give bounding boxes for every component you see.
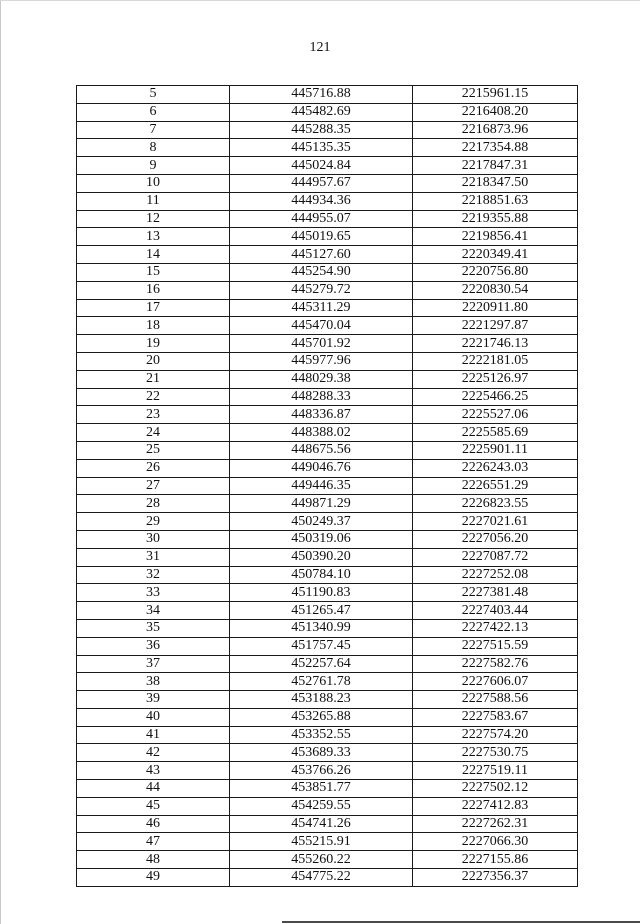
point-number-cell: 27 — [77, 477, 230, 495]
x-coordinate-cell: 452257.64 — [230, 655, 413, 673]
x-coordinate-cell: 453265.88 — [230, 708, 413, 726]
table-row — [77, 459, 578, 477]
x-coordinate-cell: 453188.23 — [230, 691, 413, 709]
table-row — [77, 86, 578, 104]
point-number-cell: 14 — [77, 246, 230, 264]
x-coordinate-cell: 449446.35 — [230, 477, 413, 495]
table-row — [77, 246, 578, 264]
bottom-rule — [282, 921, 640, 923]
y-coordinate-cell: 2227422.13 — [413, 619, 578, 637]
table-row — [77, 726, 578, 744]
table-row — [77, 708, 578, 726]
x-coordinate-cell: 454775.22 — [230, 869, 413, 887]
y-coordinate-cell: 2222181.05 — [413, 352, 578, 370]
page-edge-left — [0, 0, 1, 924]
y-coordinate-cell: 2227262.31 — [413, 815, 578, 833]
x-coordinate-cell: 452761.78 — [230, 673, 413, 691]
y-coordinate-cell: 2227403.44 — [413, 602, 578, 620]
point-number-cell: 41 — [77, 726, 230, 744]
point-number-cell: 37 — [77, 655, 230, 673]
point-number-cell: 34 — [77, 602, 230, 620]
point-number-cell: 33 — [77, 584, 230, 602]
y-coordinate-cell: 2225585.69 — [413, 424, 578, 442]
y-coordinate-cell: 2226551.29 — [413, 477, 578, 495]
table-row — [77, 477, 578, 495]
y-coordinate-cell: 2218851.63 — [413, 192, 578, 210]
table-row — [77, 815, 578, 833]
table-row — [77, 762, 578, 780]
x-coordinate-cell: 448388.02 — [230, 424, 413, 442]
table-row — [77, 210, 578, 228]
point-number-cell: 26 — [77, 459, 230, 477]
table-row — [77, 121, 578, 139]
table-row — [77, 513, 578, 531]
y-coordinate-cell: 2227056.20 — [413, 530, 578, 548]
table-row — [77, 797, 578, 815]
x-coordinate-cell: 454259.55 — [230, 797, 413, 815]
point-number-cell: 35 — [77, 619, 230, 637]
x-coordinate-cell: 445716.88 — [230, 86, 413, 104]
x-coordinate-cell: 445024.84 — [230, 157, 413, 175]
x-coordinate-cell: 451190.83 — [230, 584, 413, 602]
coordinates-table — [76, 85, 578, 887]
y-coordinate-cell: 2226243.03 — [413, 459, 578, 477]
y-coordinate-cell: 2225901.11 — [413, 441, 578, 459]
y-coordinate-cell: 2220756.80 — [413, 263, 578, 281]
point-number-cell: 6 — [77, 103, 230, 121]
y-coordinate-cell: 2226823.55 — [413, 495, 578, 513]
x-coordinate-cell: 444957.67 — [230, 174, 413, 192]
y-coordinate-cell: 2216873.96 — [413, 121, 578, 139]
x-coordinate-cell: 445977.96 — [230, 352, 413, 370]
point-number-cell: 43 — [77, 762, 230, 780]
point-number-cell: 7 — [77, 121, 230, 139]
point-number-cell: 28 — [77, 495, 230, 513]
table-row — [77, 281, 578, 299]
table-row — [77, 388, 578, 406]
x-coordinate-cell: 445701.92 — [230, 335, 413, 353]
x-coordinate-cell: 450390.20 — [230, 548, 413, 566]
point-number-cell: 39 — [77, 691, 230, 709]
table-row — [77, 655, 578, 673]
coordinates-table-body — [77, 86, 578, 887]
table-row — [77, 851, 578, 869]
point-number-cell: 42 — [77, 744, 230, 762]
y-coordinate-cell: 2217354.88 — [413, 139, 578, 157]
table-row — [77, 566, 578, 584]
y-coordinate-cell: 2227588.56 — [413, 691, 578, 709]
point-number-cell: 22 — [77, 388, 230, 406]
point-number-cell: 13 — [77, 228, 230, 246]
y-coordinate-cell: 2227087.72 — [413, 548, 578, 566]
x-coordinate-cell: 450249.37 — [230, 513, 413, 531]
x-coordinate-cell: 445127.60 — [230, 246, 413, 264]
table-row — [77, 637, 578, 655]
page-number: 121 — [309, 40, 331, 55]
x-coordinate-cell: 449871.29 — [230, 495, 413, 513]
table-row — [77, 406, 578, 424]
x-coordinate-cell: 445254.90 — [230, 263, 413, 281]
point-number-cell: 44 — [77, 780, 230, 798]
x-coordinate-cell: 445470.04 — [230, 317, 413, 335]
y-coordinate-cell: 2227252.08 — [413, 566, 578, 584]
y-coordinate-cell: 2221746.13 — [413, 335, 578, 353]
table-row — [77, 673, 578, 691]
y-coordinate-cell: 2227066.30 — [413, 833, 578, 851]
point-number-cell: 30 — [77, 530, 230, 548]
x-coordinate-cell: 448288.33 — [230, 388, 413, 406]
y-coordinate-cell: 2227574.20 — [413, 726, 578, 744]
y-coordinate-cell: 2227606.07 — [413, 673, 578, 691]
table-row — [77, 352, 578, 370]
y-coordinate-cell: 2227356.37 — [413, 869, 578, 887]
y-coordinate-cell: 2225527.06 — [413, 406, 578, 424]
point-number-cell: 46 — [77, 815, 230, 833]
x-coordinate-cell: 448336.87 — [230, 406, 413, 424]
table-row — [77, 619, 578, 637]
point-number-cell: 25 — [77, 441, 230, 459]
y-coordinate-cell: 2225126.97 — [413, 370, 578, 388]
y-coordinate-cell: 2220349.41 — [413, 246, 578, 264]
point-number-cell: 29 — [77, 513, 230, 531]
x-coordinate-cell: 453352.55 — [230, 726, 413, 744]
y-coordinate-cell: 2227583.67 — [413, 708, 578, 726]
point-number-cell: 20 — [77, 352, 230, 370]
y-coordinate-cell: 2220911.80 — [413, 299, 578, 317]
point-number-cell: 24 — [77, 424, 230, 442]
table-row — [77, 299, 578, 317]
x-coordinate-cell: 453766.26 — [230, 762, 413, 780]
x-coordinate-cell: 445288.35 — [230, 121, 413, 139]
point-number-cell: 32 — [77, 566, 230, 584]
table-row — [77, 495, 578, 513]
x-coordinate-cell: 449046.76 — [230, 459, 413, 477]
y-coordinate-cell: 2227530.75 — [413, 744, 578, 762]
y-coordinate-cell: 2227412.83 — [413, 797, 578, 815]
y-coordinate-cell: 2227515.59 — [413, 637, 578, 655]
x-coordinate-cell: 451340.99 — [230, 619, 413, 637]
table-row — [77, 335, 578, 353]
page-edge-top — [0, 0, 640, 1]
x-coordinate-cell: 455215.91 — [230, 833, 413, 851]
x-coordinate-cell: 445311.29 — [230, 299, 413, 317]
x-coordinate-cell: 450319.06 — [230, 530, 413, 548]
table-row — [77, 530, 578, 548]
x-coordinate-cell: 448029.38 — [230, 370, 413, 388]
point-number-cell: 16 — [77, 281, 230, 299]
point-number-cell: 40 — [77, 708, 230, 726]
y-coordinate-cell: 2219355.88 — [413, 210, 578, 228]
y-coordinate-cell: 2227021.61 — [413, 513, 578, 531]
point-number-cell: 31 — [77, 548, 230, 566]
y-coordinate-cell: 2227155.86 — [413, 851, 578, 869]
y-coordinate-cell: 2225466.25 — [413, 388, 578, 406]
table-row — [77, 602, 578, 620]
point-number-cell: 48 — [77, 851, 230, 869]
table-row — [77, 584, 578, 602]
y-coordinate-cell: 2227582.76 — [413, 655, 578, 673]
x-coordinate-cell: 445482.69 — [230, 103, 413, 121]
point-number-cell: 49 — [77, 869, 230, 887]
x-coordinate-cell: 451757.45 — [230, 637, 413, 655]
x-coordinate-cell: 454741.26 — [230, 815, 413, 833]
point-number-cell: 45 — [77, 797, 230, 815]
table-row — [77, 174, 578, 192]
x-coordinate-cell: 453851.77 — [230, 780, 413, 798]
table-row — [77, 744, 578, 762]
x-coordinate-cell: 451265.47 — [230, 602, 413, 620]
y-coordinate-cell: 2221297.87 — [413, 317, 578, 335]
point-number-cell: 5 — [77, 86, 230, 104]
y-coordinate-cell: 2219856.41 — [413, 228, 578, 246]
x-coordinate-cell: 448675.56 — [230, 441, 413, 459]
x-coordinate-cell: 445019.65 — [230, 228, 413, 246]
table-row — [77, 424, 578, 442]
y-coordinate-cell: 2217847.31 — [413, 157, 578, 175]
table-row — [77, 103, 578, 121]
table-row — [77, 869, 578, 887]
point-number-cell: 17 — [77, 299, 230, 317]
table-row — [77, 548, 578, 566]
table-row — [77, 192, 578, 210]
y-coordinate-cell: 2218347.50 — [413, 174, 578, 192]
point-number-cell: 8 — [77, 139, 230, 157]
x-coordinate-cell: 445279.72 — [230, 281, 413, 299]
y-coordinate-cell: 2227502.12 — [413, 780, 578, 798]
table-row — [77, 370, 578, 388]
x-coordinate-cell: 444934.36 — [230, 192, 413, 210]
point-number-cell: 47 — [77, 833, 230, 851]
y-coordinate-cell: 2227519.11 — [413, 762, 578, 780]
x-coordinate-cell: 455260.22 — [230, 851, 413, 869]
point-number-cell: 9 — [77, 157, 230, 175]
y-coordinate-cell: 2215961.15 — [413, 86, 578, 104]
table-row — [77, 263, 578, 281]
point-number-cell: 15 — [77, 263, 230, 281]
point-number-cell: 18 — [77, 317, 230, 335]
x-coordinate-cell: 445135.35 — [230, 139, 413, 157]
x-coordinate-cell: 450784.10 — [230, 566, 413, 584]
point-number-cell: 10 — [77, 174, 230, 192]
table-row — [77, 691, 578, 709]
table-row — [77, 317, 578, 335]
point-number-cell: 38 — [77, 673, 230, 691]
y-coordinate-cell: 2227381.48 — [413, 584, 578, 602]
table-row — [77, 833, 578, 851]
table-row — [77, 441, 578, 459]
table-row — [77, 139, 578, 157]
point-number-cell: 19 — [77, 335, 230, 353]
x-coordinate-cell: 453689.33 — [230, 744, 413, 762]
y-coordinate-cell: 2216408.20 — [413, 103, 578, 121]
table-row — [77, 157, 578, 175]
point-number-cell: 11 — [77, 192, 230, 210]
point-number-cell: 21 — [77, 370, 230, 388]
point-number-cell: 12 — [77, 210, 230, 228]
table-row — [77, 780, 578, 798]
point-number-cell: 23 — [77, 406, 230, 424]
x-coordinate-cell: 444955.07 — [230, 210, 413, 228]
table-row — [77, 228, 578, 246]
point-number-cell: 36 — [77, 637, 230, 655]
y-coordinate-cell: 2220830.54 — [413, 281, 578, 299]
